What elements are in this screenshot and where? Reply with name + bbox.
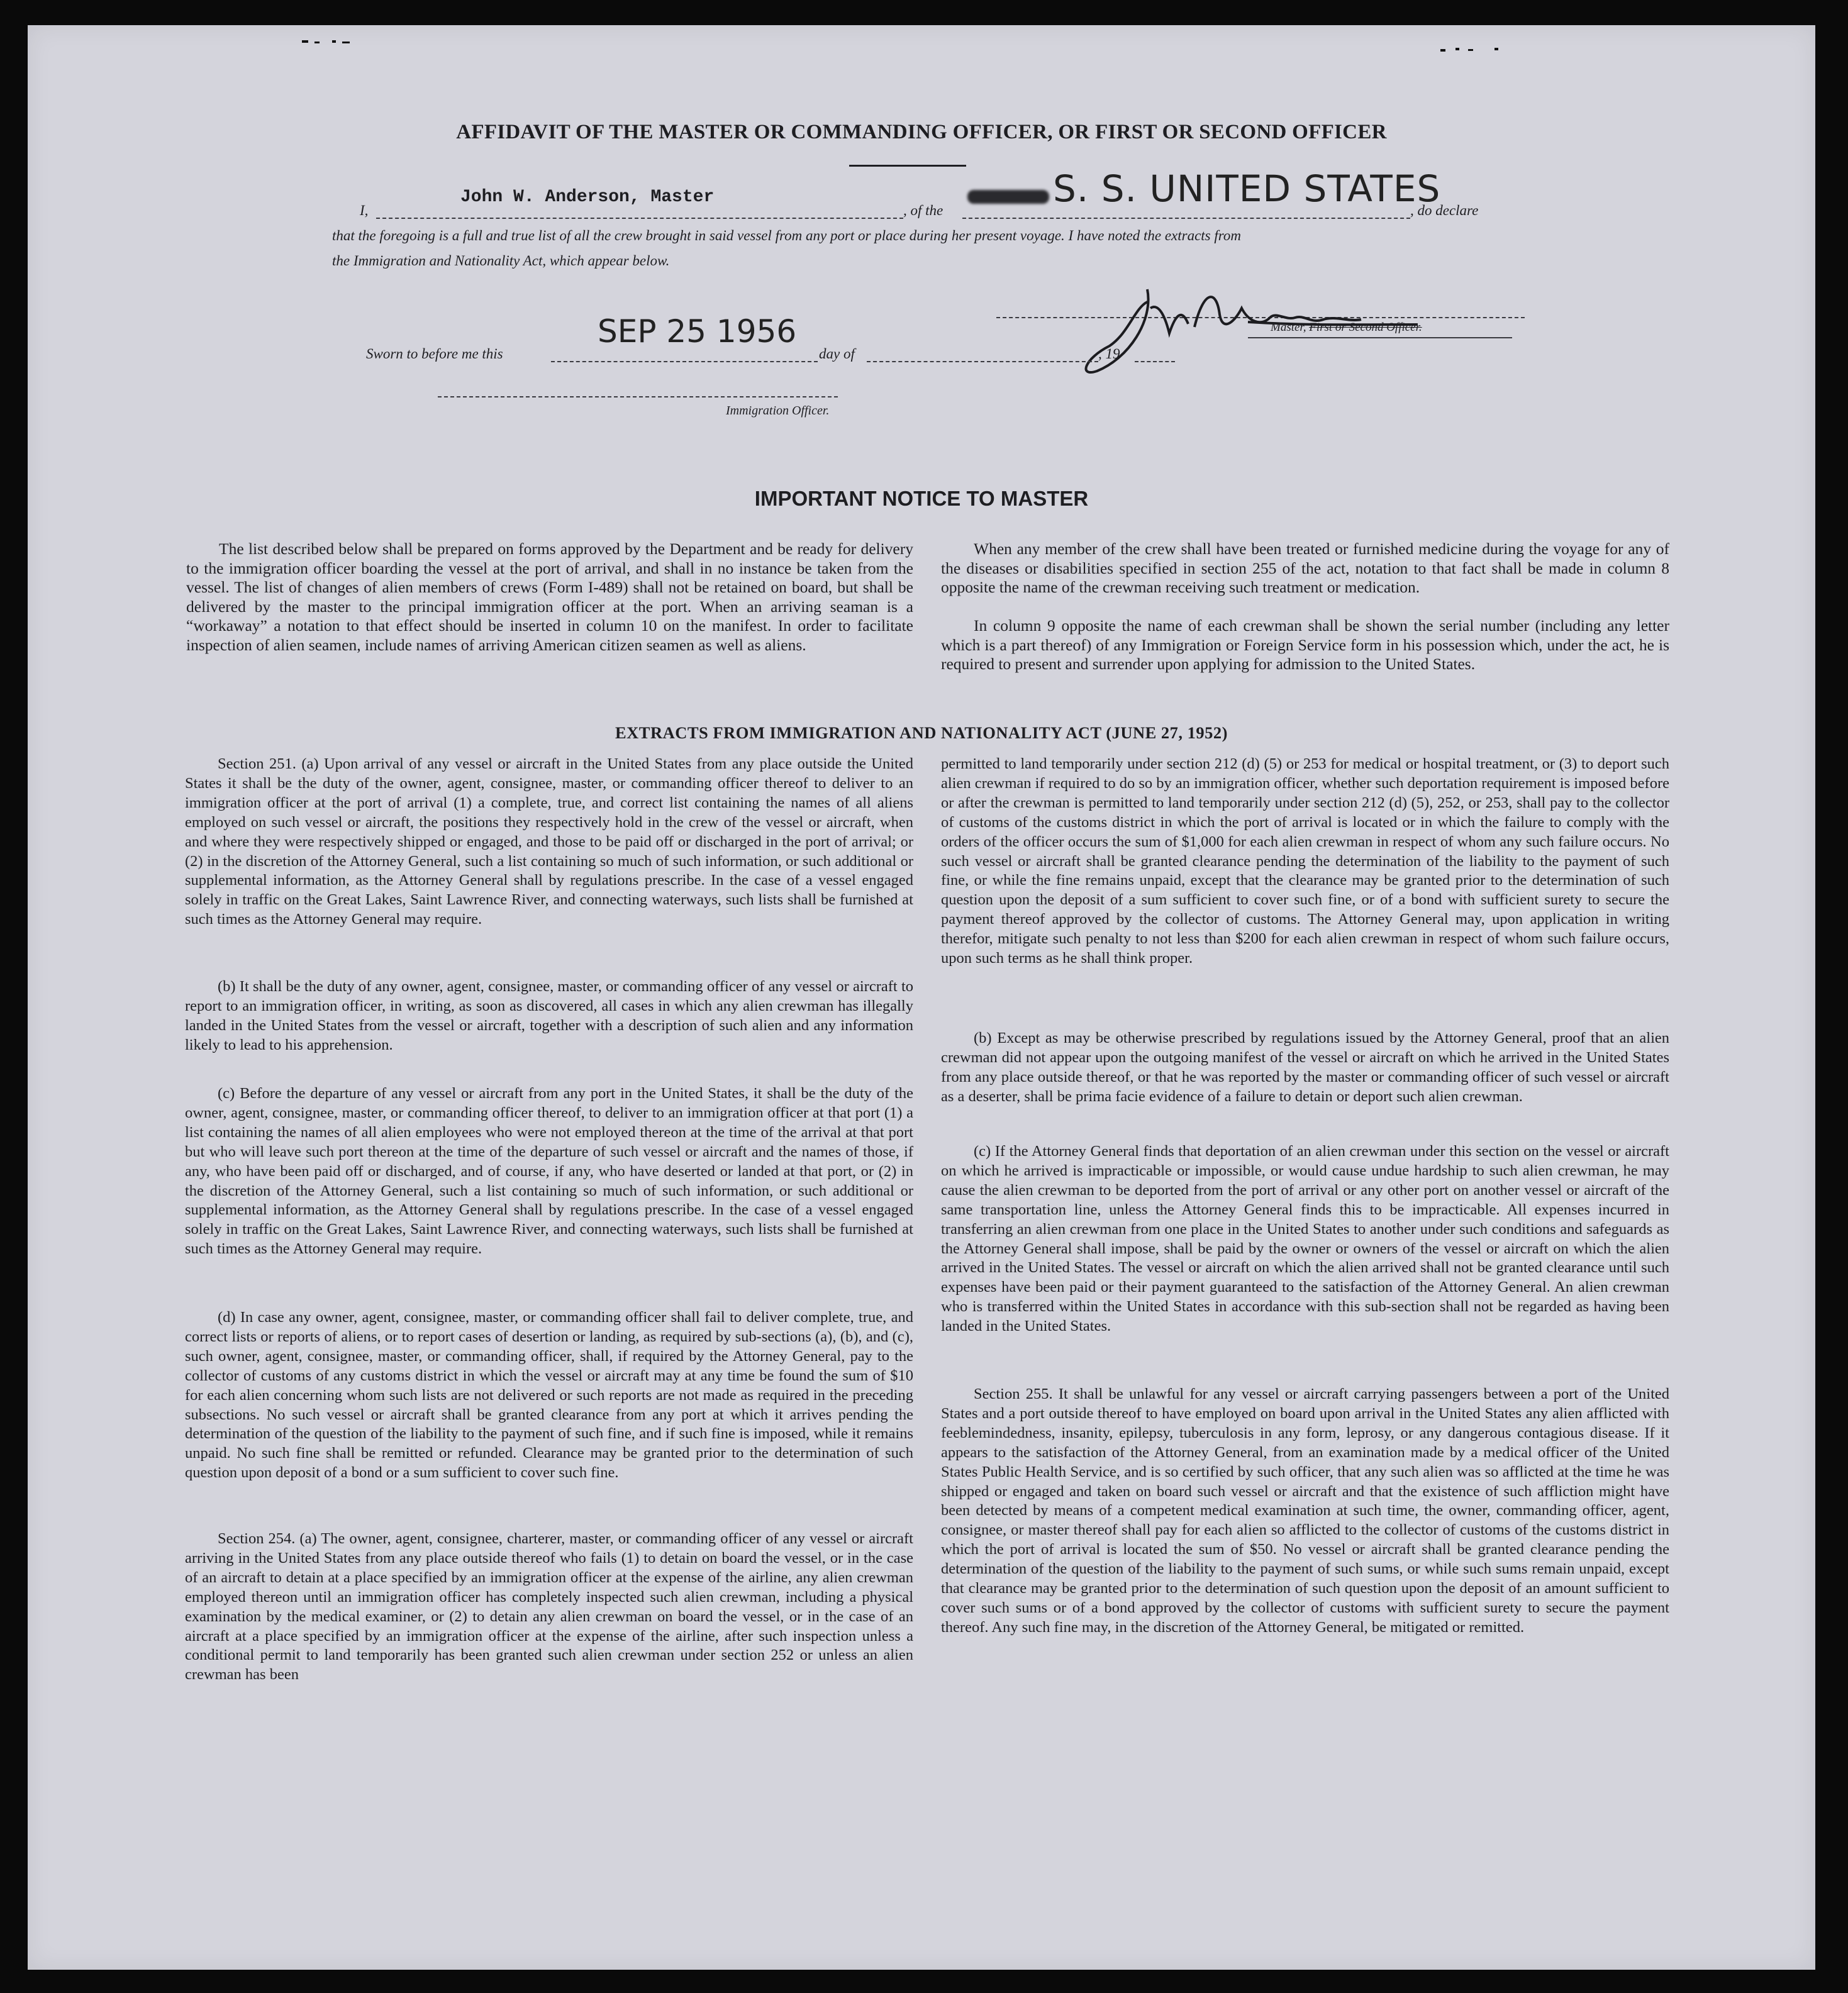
vessel-name-stamp: S. S. UNITED STATES (1053, 167, 1441, 210)
signature-caption-prefix: Master, (1271, 321, 1306, 334)
extract-section-254a-continued: permitted to land temporarily under section 212 (d) (5) or 253 for medical or hospital treatment, or (3) to deport such alien crewman if required to do so by an immigration officer, whether such deportation requirement is imposed before or after the crewman is permitted to land temporarily under section 212 (d) (5), 252, or 253, shall pay to the collector of customs of the customs district in which the port of arrival is located or in which the failure to comply with the orders of the officer occurs the sum of $1,000 for each alien crewman in respect of whom any such failure occurs. No such vessel or aircraft shall be granted clearance pending the determination of the liability to the payment of such fine, or while the fine remains unpaid, except that the clearance may be granted prior to the determination of such question upon the deposit of a sum sufficient to cover such fine, or of a bond with sufficient surety to secure the payment thereof approved by the collector of customs. The Attorney General may, upon application in writing therefor, mitigate such penalty to not less than $200 for each alien crewman in respect of whom such failure occurs, upon such terms as he shall think proper. (941, 755, 1669, 967)
month-blank-line (867, 361, 1098, 362)
extract-section-251a: Section 251. (a) Upon arrival of any vessel or aircraft in the United States from any place outside the United States it shall be the duty of the owner, agent, consignee, master, or commanding officer thereof to deliver to an immigration officer at the port of arrival (1) a complete, true, and correct list containing the names of all aliens employed on such vessel or aircraft, the positions they respectively hold in the crew of the vessel or aircraft, when and where they were respectively shipped or engaged, and those to be paid off or discharged in the port of arrival; or (2) in the discretion of the Attorney General, such a list containing so much of such information, or such additional or supplemental information, as the Attorney General shall by regulations prescribe. In the case of a vessel engaged solely in traffic on the Great Lakes, Saint Lawrence River, and connecting waterways, such lists shall be furnished at such times as the Attorney General may require. (185, 755, 913, 928)
notice-heading: IMPORTANT NOTICE TO MASTER (754, 487, 1089, 510)
notice-left-paragraph: The list described below shall be prepared on forms approved by the Department and be ready for delivery to the immigration officer boarding the vessel at the port of arrival, and shall in no instance be taken from the vessel. The list of changes of alien members of crews (Form I-489) shall not be retained on board, but shall be delivered by the master to the principal immigration officer at the port. When an arriving seaman is a “workaway” a notation to that effect should be inserted in column 10 on the manifest. In order to facilitate inspection of alien seamen, include names of arriving American citizen seamen as well as aliens. (186, 540, 913, 654)
affidavit-title: AFFIDAVIT OF THE MASTER OR COMMANDING OFFICER, OR FIRST OR SECOND OFFICER (456, 121, 1387, 143)
declaration-line-2: the Immigration and Nationality Act, which appear below. (332, 253, 670, 269)
notice-right-paragraph-1: When any member of the crew shall have been treated or furnished medicine during the voyage for any of the diseases or disabilities specified in section 255 of the act, notation to that fact shall be made in column 8 opposite the name of the crewman receiving such treatment or medication. (941, 540, 1669, 597)
extract-section-254c: (c) If the Attorney General finds that deportation of an alien crewman under this section on the vessel or aircraft on which he arrived is impracticable or impossible, or would cause undue hardship to such alien crewman, he may cause the alien crewman to be deported from the port of arrival or any other port on another vessel or aircraft of the same transportation line, unless the Attorney General finds this to be impracticable. All expenses incurred in transferring an alien crewman from one place in the United States to another under such conditions and safeguards as the Attorney General shall impose, shall be paid by the owner or owners of the vessel or aircraft on which the alien arrived in the United States. The vessel or aircraft on which the alien arrived shall not be granted clearance until such expenses have been paid or their payment guaranteed to the satisfaction of the Attorney General. An alien crewman who is transferred within the United States in accordance with this sub-section shall not be regarded as having been landed in the United States. (941, 1143, 1669, 1335)
notice-right-paragraph-2: In column 9 opposite the name of each crewman shall be shown the serial number (including any letter which is a part thereof) of any Immigration or Foreign Service form in his possession which, under the act, he is required to present and surrender upon applying for admission to the United States. (941, 616, 1669, 674)
declaration-line-1: that the foregoing is a full and true list of all the crew brought in said vessel from any port or place during her present voyage. I have noted the extracts from (332, 228, 1241, 243)
extract-section-254a: Section 254. (a) The owner, agent, consignee, charterer, master, or commanding officer of any vessel or aircraft arriving in the United States from any place outside thereof who fails (1) to detain on board the vessel, or in the case of an aircraft to detain at a place specified by an immigration officer at the expense of the airline, any alien crewman employed thereon until an immigration officer has completely inspected such alien crewman, including a physical examination by the medical examiner, or (2) to detain any alien crewman on board the vessel, or in the case of an aircraft at a place specified by an immigration officer at the expense of the airline, after such inspection unless a conditional permit to land temporarily has been granted such alien crewman under section 252 or unless an alien crewman has been (185, 1530, 913, 1684)
officer-signature-line (438, 396, 838, 397)
of-the-label: , of the (903, 203, 943, 218)
extracts-heading: EXTRACTS FROM IMMIGRATION AND NATIONALITY ACT (JUNE 27, 1952) (615, 723, 1228, 742)
do-declare-label: , do declare (1410, 203, 1479, 218)
immigration-officer-label: Immigration Officer. (726, 404, 830, 418)
master-name-typed: John W. Anderson, Master (460, 187, 715, 207)
extract-section-251c: (c) Before the departure of any vessel or aircraft from any port in the United States, it shall be the duty of the owner, agent, consignee, master, or commanding officer thereof, to deliver to an immigration officer at that port (1) a list containing the names of all alien employees who were not employed thereon at the time of the arrival at that port but who will leave such port thereon at the time of the departure of such vessel or aircraft and the names of those, if any, who have been paid off or discharged, and of course, if any, who have deserted or landed at that port, or (2) in the discretion of the Attorney General, such a list containing so much of such information, or such additional or supplemental information, as the Attorney General shall by regulations prescribe. In the case of a vessel engaged solely in traffic on the Great Lakes, Saint Lawrence River, and connecting waterways, such lists shall be furnished at such times as the Attorney General may require. (185, 1085, 913, 1258)
extract-section-251d: (d) In case any owner, agent, consignee, master, or commanding officer shall fail to deliver complete, true, and correct lists or reports of aliens, or to report cases of desertion or landing, as required by sub-sections (a), (b), and (c), such owner, agent, consignee, master, or commanding officer, shall, if required by the Attorney General, pay to the collector of customs of any customs district in which the vessel or aircraft may at any time be found the sum of $10 for each alien concerning whom such lists are not delivered or such reports are not made as required in the preceding subsections. No such vessel or aircraft shall be granted clearance from any port at which it arrives pending the determination of the question of the liability to the payment of such fine, and if such fine is imposed, while it remains unpaid. No such fine shall be remitted or refunded. Clearance may be granted prior to the determination of such question upon deposit of a bond or a sum sufficient to cover such fine. (185, 1309, 913, 1482)
signature-caption (1271, 321, 1422, 335)
redaction-smudge (967, 190, 1049, 204)
day-of-label: day of (819, 346, 855, 362)
caption-rule (1248, 337, 1512, 338)
title-underline (849, 165, 966, 167)
vessel-blank-line (962, 218, 1410, 219)
name-blank-line (376, 218, 903, 219)
sworn-label: Sworn to before me this (366, 346, 503, 362)
sworn-date-stamp: SEP 25 1956 (598, 313, 797, 350)
extract-section-251b: (b) It shall be the duty of any owner, agent, consignee, master, or commanding officer of any vessel or aircraft to report to an immigration officer, in writing, as soon as discovered, all cases in which any alien crewman has illegally landed in the United States from the vessel or aircraft, together with a description of such alien and any information likely to lead to his apprehension. (185, 978, 913, 1053)
sworn-blank-line (551, 361, 818, 362)
year-label: , 19 (1098, 346, 1120, 362)
extract-section-254b: (b) Except as may be otherwise prescribed by regulations issued by the Attorney General, proof that an alien crewman did not appear upon the outgoing manifest of the vessel or aircraft on which he arrived in the United States from any place outside thereof, or that he was reported by the master or commanding officer of such vessel or aircraft as a deserter, shall be prima facie evidence of a failure to detain or deport such alien crewman. (941, 1030, 1669, 1105)
year-blank-line (1135, 361, 1175, 362)
document-page (28, 25, 1815, 1970)
signature-caption-struck: First or Second Officer. (1309, 321, 1422, 334)
i-label: I, (360, 203, 369, 218)
extract-section-255: Section 255. It shall be unlawful for any vessel or aircraft carrying passengers between a port of the United States and a port outside thereof to have employed on board upon arrival in the United States any alien afflicted with feeblemindedness, insanity, epilepsy, tuberculosis in any form, leprosy, or any dangerous contagious disease. If it appears to the satisfaction of the Attorney General, from an examination made by a medical officer of the United States Public Health Service, and is so certified by such officer, that any such alien was so afflicted at the time he was shipped or engaged and taken on board such vessel or aircraft and that the existence of such affliction might have been detected by means of a competent medical examination at such time, the owner, commanding officer, agent, consignee, or master thereof shall pay for each alien so afflicted to the collector of customs of the customs district in which the port of arrival is located the sum of $50. No vessel or aircraft shall be granted clearance pending the determination of the question of the liability to the payment of such sums, or while such sums remain unpaid, except that clearance may be granted prior to the determination of such question upon the deposit of an amount sufficient to cover such sums or of a bond approved by the collector of customs with sufficient surety to secure the payment thereof. Any such fine may, in the discretion of the Attorney General, be mitigated or remitted. (941, 1385, 1669, 1636)
